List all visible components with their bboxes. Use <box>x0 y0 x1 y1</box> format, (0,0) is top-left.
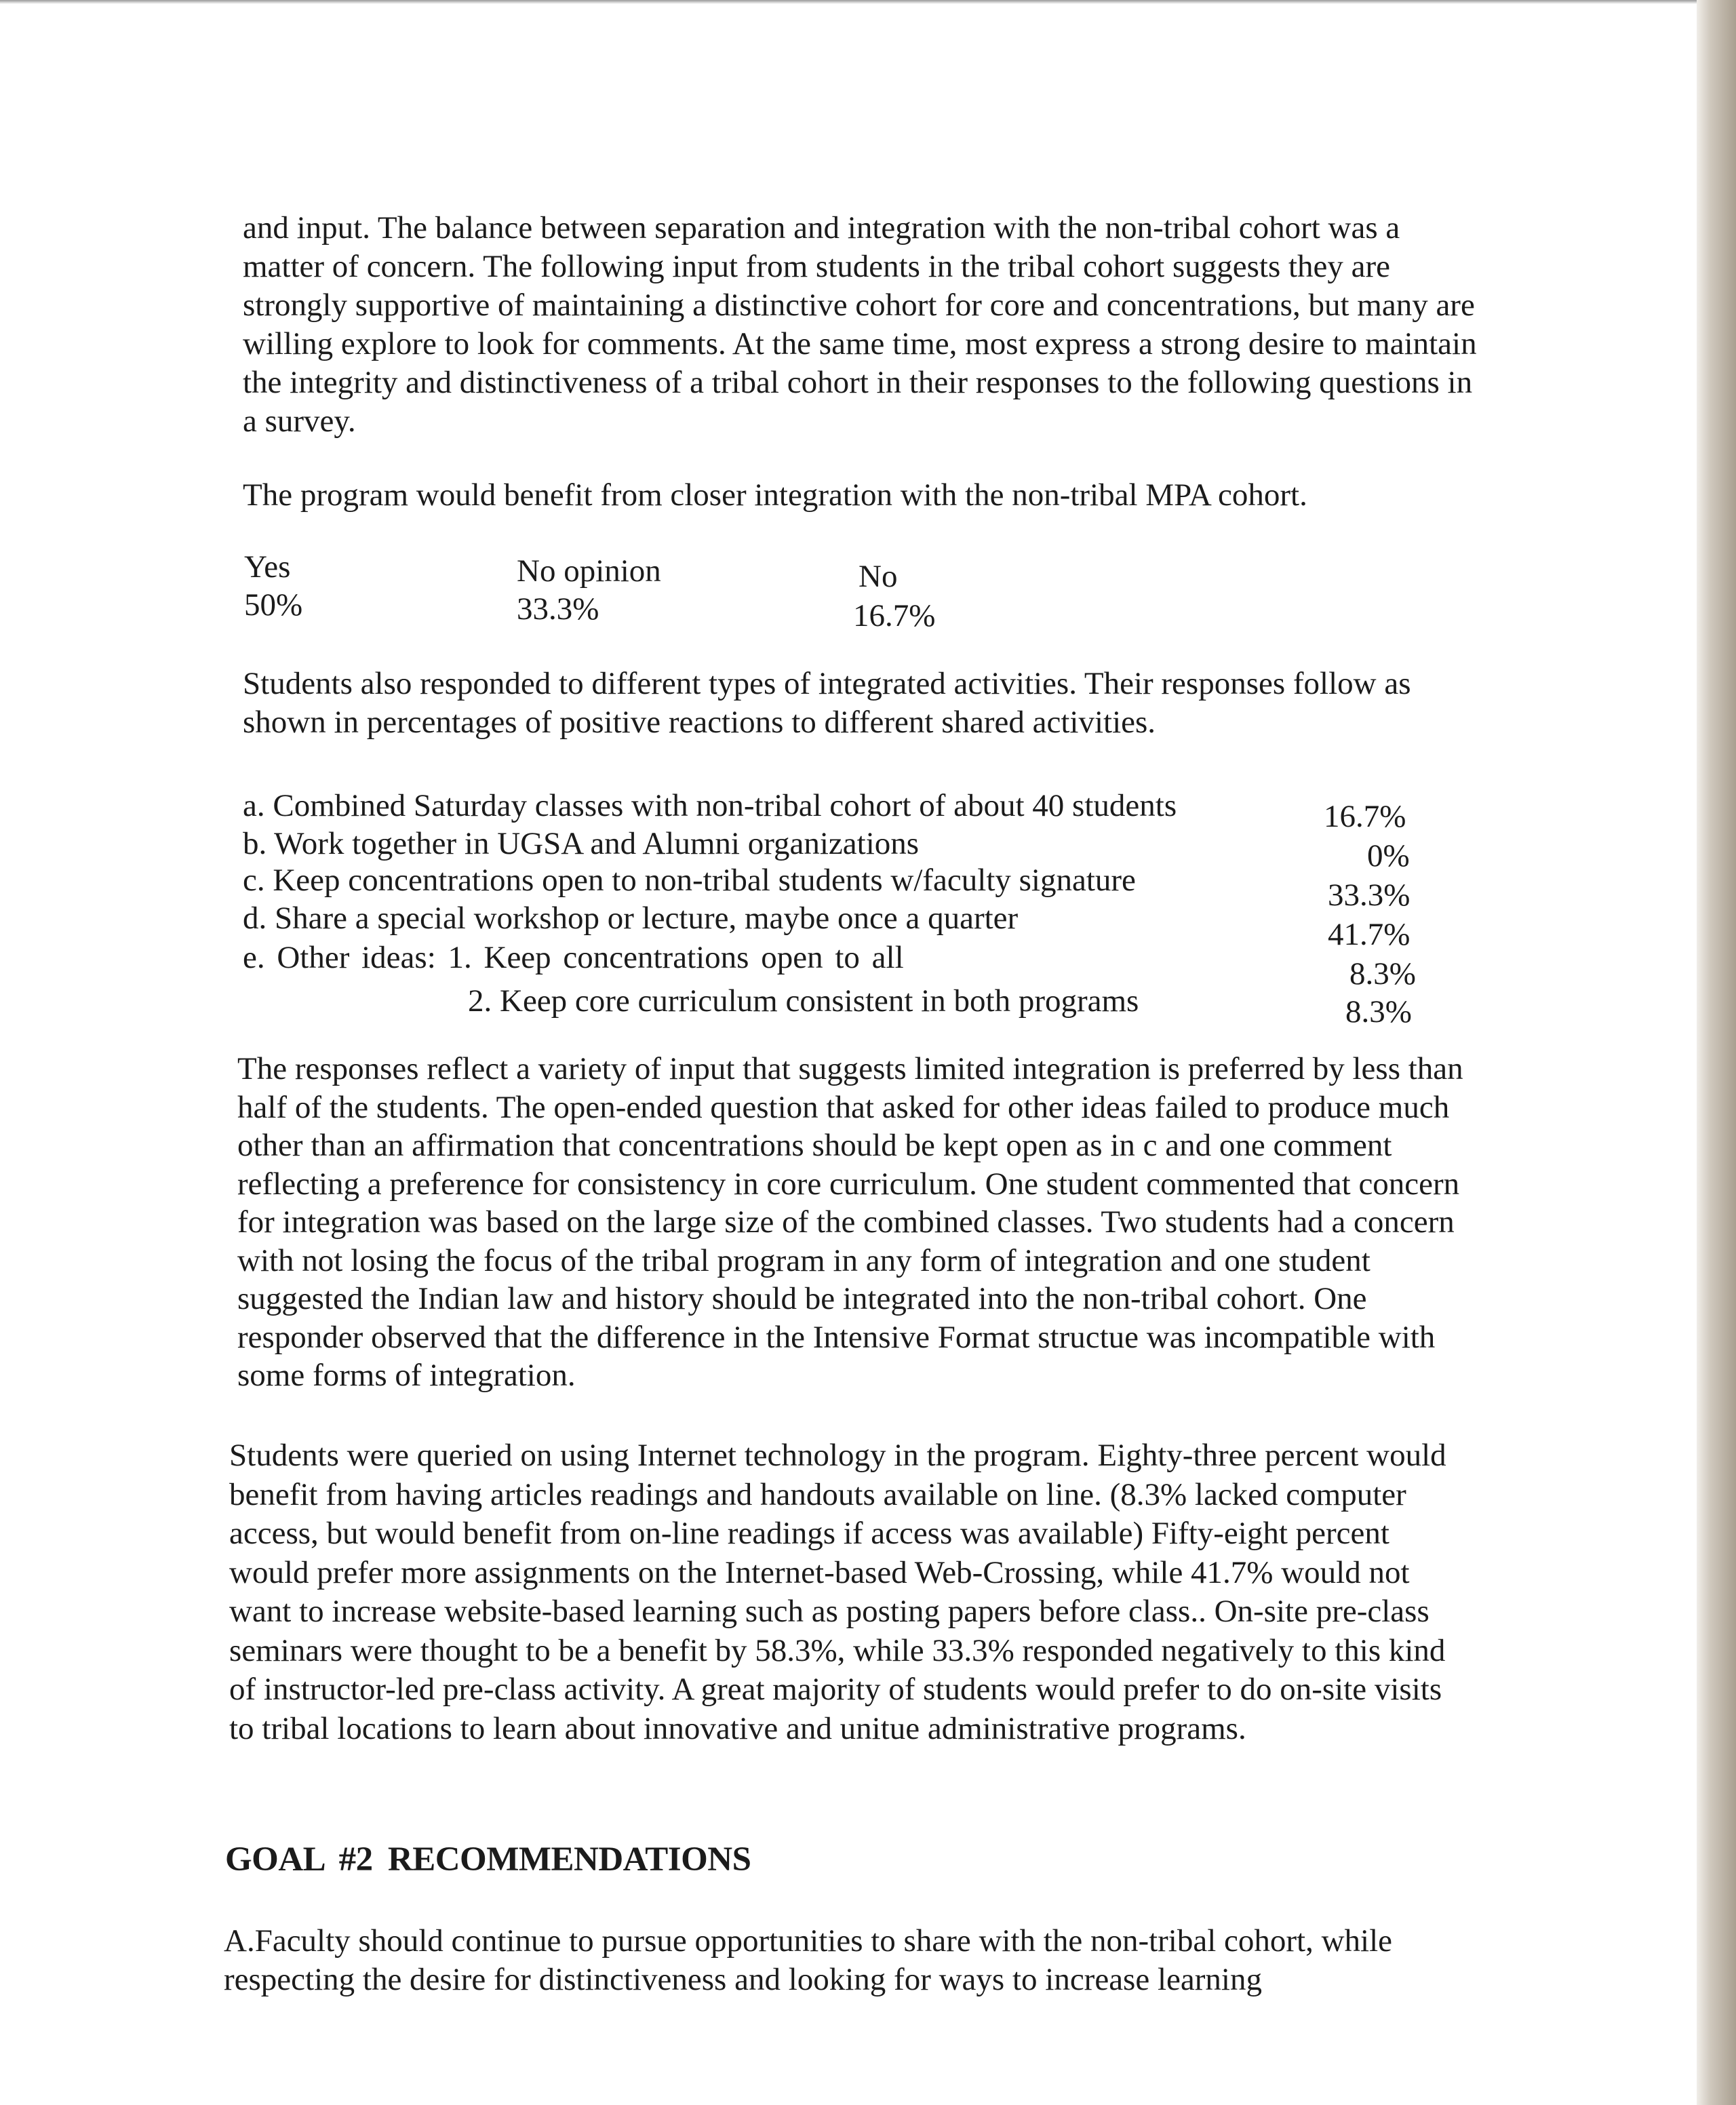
paragraph-recommendation-a: A.Faculty should continue to pursue opportunities to share with the non-tribal cohort, while respecting the desire for distinctiveness and looking for ways to increase learning <box>224 1923 1393 1997</box>
survey-no-value: 16.7% <box>853 598 936 633</box>
activity-e: e. Other ideas: 1. Keep concentrations open to all <box>243 940 904 975</box>
survey-question: The program would benefit from closer integration with the non-tribal MPA cohort. <box>243 477 1307 513</box>
survey-yes-label: Yes <box>244 549 291 585</box>
paragraph-intro: and input. The balance between separation and integration with the non-tribal cohort was a matter of concern. The following input from students in the tribal cohort suggests they are strongly supportive of maintaining a distinctive cohort for core and concentrations, but many are willing explore to look for comments. At the same time, most express a strong desire to maintain the integrity and distinctiveness of a tribal cohort in their responses to the following questions in a survey. <box>243 210 1477 439</box>
activity-e-2: 2. Keep core curriculum consistent in both programs <box>468 983 1139 1019</box>
survey-no-label: No <box>859 559 898 594</box>
survey-no-opinion-value: 33.3% <box>517 591 599 627</box>
activity-a-value: 16.7% <box>1324 799 1406 834</box>
activity-e-value: 8.3% <box>1349 956 1416 991</box>
activity-c: c. Keep concentrations open to non-tribal students w/faculty signature <box>243 863 1136 898</box>
activity-d-value: 41.7% <box>1328 917 1410 952</box>
activity-b: b. Work together in UGSA and Alumni organizations <box>243 826 920 861</box>
scan-right-edge <box>1697 0 1736 2105</box>
paragraph-internet: Students were queried on using Internet technology in the program. Eighty-three percent would benefit from having articles readings and handouts available on line. (8.3% lacked computer access, but would benefit from on-line readings if access was available) Fifty-eight percent would prefer more assignments on the Internet-based Web-Crossing, while 41.7% would not want to increase website-based learning such as posting papers before class.. On-site pre-class seminars were thought to be a benefit by 58.3%, while 33.3% responded negatively to this kind of instructor-led pre-class activity. A great majority of students would prefer to do on-site visits to tribal locations to learn about innovative and unitue administrative programs. <box>229 1438 1446 1746</box>
activity-a: a. Combined Saturday classes with non-tribal cohort of about 40 students <box>243 788 1177 823</box>
activity-b-value: 0% <box>1367 838 1410 873</box>
section-heading: GOAL #2 RECOMMENDATIONS <box>225 1841 751 1878</box>
paragraph-responses: The responses reflect a variety of input that suggests limited integration is preferred by less than half of the students. The open-ended question that asked for other ideas failed to produce much other than an affirmation that concentrations should be kept open as in c and one comment reflecting a preference for consistency in core curriculum. One student commented that concern for integration was based on the large size of the combined classes. Two students had a concern with not losing the focus of the tribal program in any form of integration and one student suggested the Indian law and history should be integrated into the non-tribal cohort. One responder observed that the difference in the Intensive Format structue was incompatible with some forms of integration. <box>237 1051 1463 1393</box>
activity-e-2-value: 8.3% <box>1345 994 1412 1029</box>
survey-no-opinion-label: No opinion <box>517 553 661 589</box>
activity-d: d. Share a special workshop or lecture, maybe once a quarter <box>243 901 1019 936</box>
activity-c-value: 33.3% <box>1328 878 1410 913</box>
paragraph-activities-intro: Students also responded to different types of integrated activities. Their responses follow as shown in percentages of positive reactions to different shared activities. <box>243 666 1411 740</box>
survey-yes-value: 50% <box>244 587 303 623</box>
